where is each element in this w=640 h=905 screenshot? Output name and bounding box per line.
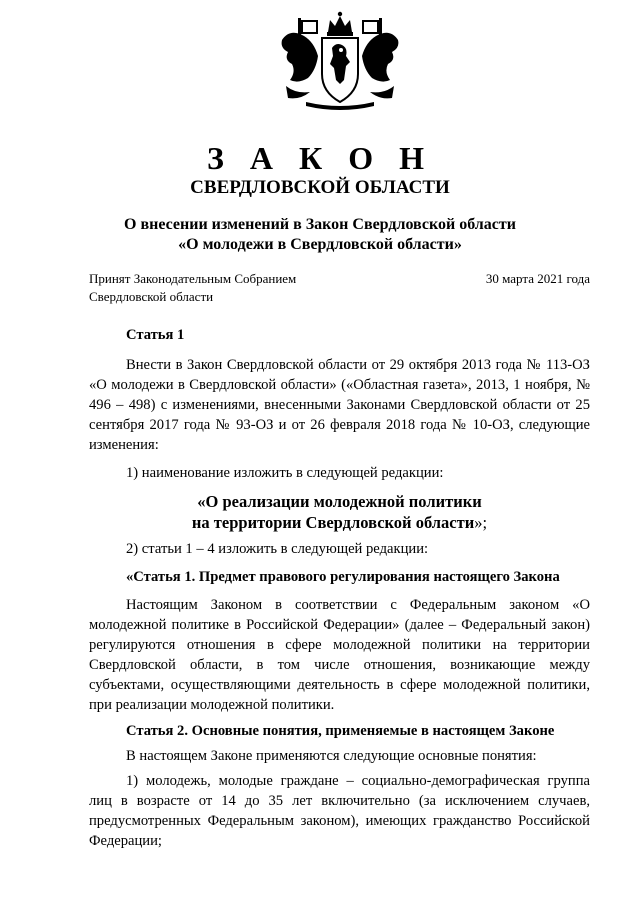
amendment-item-2: 2) статьи 1 – 4 изложить в следующей редакции: [126, 541, 429, 557]
adoption-line-1: Принят Законодательным Собранием [89, 271, 297, 286]
new-law-title-line-2 [89, 512, 590, 533]
law-subject-line-1: О внесении изменений в Закон Свердловской области [124, 216, 516, 233]
new-law-title-tail: »; [474, 513, 488, 532]
amendment-item-1: 1) наименование изложить в следующей редакции: [126, 465, 444, 481]
new-article-2-item-1: 1) молодежь, молодые граждане – социально-демографическая группа лиц в возрасте от 14 до 35 лет включительно (за исключением случаев, предусмотренных Федеральным законом), имеющих гражданство Российской Федерации; [89, 773, 590, 849]
law-subject-line-2: «О молодежи в Свердловской области» [178, 236, 462, 253]
new-article-2-heading: Статья 2. Основные понятия, применяемые в настоящем Законе [126, 723, 555, 739]
article-1-heading: Статья 1 [126, 327, 185, 343]
region-title: СВЕРДЛОВСКОЙ ОБЛАСТИ [190, 177, 450, 198]
coat-of-arms-icon [270, 10, 410, 110]
document-body [89, 325, 590, 851]
new-article-1-heading: «Статья 1. Предмет правового регулирования настоящего Закона [126, 569, 560, 585]
adoption-info [89, 270, 296, 306]
document-title: З А К О Н [207, 140, 433, 176]
adoption-line-2: Свердловской области [89, 289, 214, 304]
law-subject [0, 215, 640, 255]
article-1-intro: Внести в Закон Свердловской области от 29 октября 2013 года № 113-ОЗ «О молодежи в Свердловской области» («Областная газета», 2013, 1 ноября, № 496 – 498) с изменениями, внесенными Законами Свердловской области от 25 сентября 2017 года № 93-ОЗ и от 26 февраля 2018 года № 10-ОЗ, следующие изменения: [89, 357, 590, 453]
new-article-2-intro: В настоящем Законе применяются следующие основные понятия: [126, 748, 537, 764]
new-law-title-line-1: «О реализации молодежной политики [197, 492, 482, 511]
adoption-date: 30 марта 2021 года [485, 271, 590, 286]
new-article-1-text: Настоящим Законом в соответствии с Федеральным законом «О молодежной политике в Российской Федерации» (далее – Федеральный закон) регулируются отношения в сфере молодежной политики на территории Свердловской области, в том числе отношения, возникающие между субъектами, осуществляющими деятельность в сфере молодежной политики, при реализации молодежной политики. [89, 597, 590, 713]
new-law-title-line-2-text: на территории Свердловской области [191, 513, 475, 532]
new-law-title [89, 491, 590, 533]
